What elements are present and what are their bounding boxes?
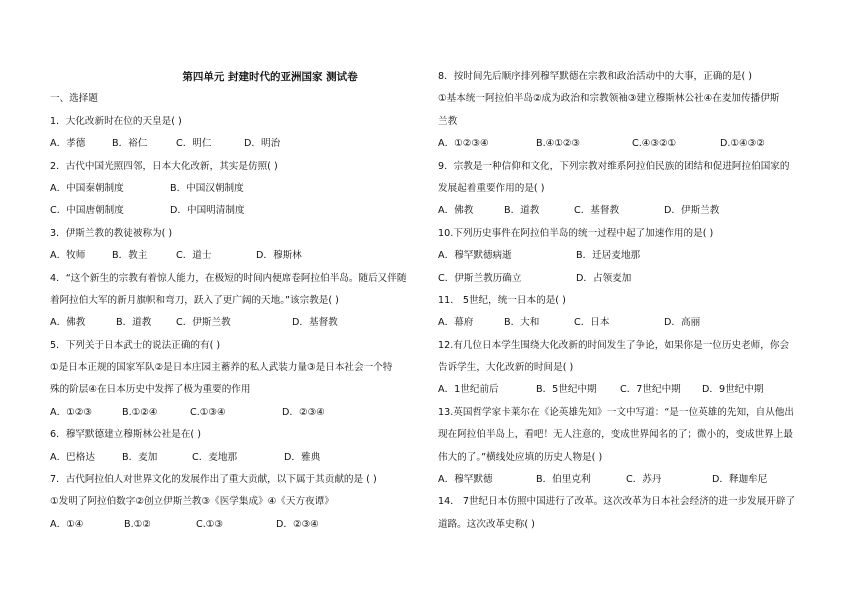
option-c: C．伊斯兰教历确立: [438, 272, 522, 284]
option-a: A．1世纪前后: [438, 384, 499, 396]
question-2-options-row2: [50, 200, 420, 222]
option-d: D.①④③②: [720, 138, 765, 150]
question-14-line-2: 道路。这次改革史称( ): [438, 518, 535, 530]
option-a: A．孝德: [50, 138, 86, 150]
question-8-options: [438, 133, 818, 155]
question-5: 5．下列关于日本武士的说法正确的有( ): [50, 339, 221, 351]
option-a: A．佛教: [50, 317, 86, 329]
question-11-options: [438, 312, 818, 334]
option-b: B．教主: [112, 250, 148, 262]
question-12-line-1: 12.有几位日本学生围绕大化改新的时间发生了争论，如果你是一位历史老师，你会: [438, 339, 790, 351]
option-a: A．巴格达: [50, 451, 95, 463]
question-9-options: [438, 200, 818, 222]
page-title: 第四单元 封建时代的亚洲国家 测试卷: [182, 71, 358, 83]
option-c: C．中国唐朝制度: [50, 205, 124, 217]
left-column: [50, 66, 420, 536]
option-b: B．道教: [504, 205, 540, 217]
question-7-options: [50, 514, 420, 536]
question-9-line-2: 发展起着重要作用的是( ): [438, 182, 545, 194]
option-d: D．释迦牟尼: [712, 474, 768, 486]
question-6: 6．穆罕默德建立穆斯林公社是在( ): [50, 429, 201, 441]
option-c: C．7世纪中期: [620, 384, 681, 396]
option-d: D．伊斯兰教: [664, 205, 720, 217]
option-d: D．占领麦加: [576, 272, 632, 284]
option-b: B.①②: [124, 518, 151, 530]
option-c: C．麦地那: [192, 451, 238, 463]
option-d: D．明治: [244, 138, 281, 150]
question-13-line-2: 现在阿拉伯半岛上，看吧！无人注意的，变成世界闻名的了；微小的，变成世界上最: [438, 429, 793, 441]
question-4-line-2: 着阿拉伯大军的新月旗帜和弯刀，跃入了更广阔的天地。”该宗教是( ): [50, 294, 339, 306]
question-8-statements-2: 兰教: [438, 115, 458, 127]
question-11: 11． 5世纪，统一日本的是( ): [438, 294, 566, 306]
option-d: D．②③④: [276, 518, 319, 530]
option-a: A．穆罕默德: [438, 474, 493, 486]
option-b: B．中国汉朝制度: [170, 182, 244, 194]
option-c: C．基督教: [574, 205, 620, 217]
option-b: B．伯里克利: [536, 474, 591, 486]
question-4-line-1: 4．“这个新生的宗教有着惊人能力，在极短的时间内便席卷阿拉伯半岛。随后又伴随: [50, 272, 407, 284]
question-8: 8．按时间先后顺序排列穆罕默德在宗教和政治活动中的大事，正确的是( ): [438, 71, 753, 82]
question-12-options: [438, 379, 818, 401]
question-3-options: [50, 245, 420, 267]
option-d: D．穆斯林: [256, 250, 302, 262]
question-3: 3．伊斯兰教的教徒被称为( ): [50, 227, 173, 239]
option-c: C．日本: [574, 317, 610, 329]
option-c: C.④③②①: [632, 138, 677, 150]
option-b: B.④①②③: [536, 138, 581, 150]
option-b: B．大和: [504, 317, 540, 329]
right-column: [438, 66, 818, 536]
question-13-options: [438, 469, 818, 491]
option-a: A．①②③: [50, 406, 92, 418]
option-a: A．牧师: [50, 250, 86, 262]
option-c: C．苏丹: [626, 474, 662, 486]
question-14-line-1: 14． 7世纪日本仿照中国进行了改革。这次改革为日本社会经济的进一步发展开辟了: [438, 496, 796, 508]
option-a: A．①②③④: [438, 138, 489, 150]
question-8-statements-1: ①基本统一阿拉伯半岛②成为政治和宗教领袖③建立穆斯林公社④在麦加传播伊斯: [438, 93, 780, 105]
option-c: C．道士: [176, 250, 212, 262]
option-c: C.①③: [196, 518, 223, 530]
option-b: B.①②④: [122, 406, 158, 418]
option-d: D．雅典: [284, 451, 321, 463]
question-7: 7．古代阿拉伯人对世界文化的发展作出了重大贡献，以下属于其贡献的是 ( ): [50, 474, 377, 486]
question-2: 2．古代中国光照四邻，日本大化改新，其实是仿照( ): [50, 160, 278, 172]
question-5-statements-2: 殊的阶层④在日本历史中发挥了极为重要的作用: [50, 384, 251, 396]
option-b: B．迁居麦地那: [576, 250, 641, 262]
question-1-options: [50, 133, 420, 155]
option-b: B．裕仁: [112, 138, 148, 150]
option-c: C.①③④: [190, 406, 226, 418]
question-9-line-1: 9．宗教是一种信仰和文化，下列宗教对维系阿拉伯民族的团结和促进阿拉伯国家的: [438, 160, 790, 172]
question-1: 1．大化改新时在位的天皇是( ): [50, 115, 182, 127]
option-b: B．麦加: [122, 451, 158, 463]
question-7-statements: ①发明了阿拉伯数字②创立伊斯兰教③《医学集成》④《天方夜谭》: [50, 496, 334, 508]
option-d: D．高丽: [664, 317, 701, 329]
question-10-options-row2: [438, 268, 818, 290]
question-13-line-3: 伟大的了。”横线处应填的历史人物是( ): [438, 451, 603, 463]
option-a: A．①④: [50, 518, 84, 530]
question-13-line-1: 13.英国哲学家卡莱尔在《论英雄先知》一文中写道：“是一位英雄的先知，自从他出: [438, 406, 795, 418]
question-5-options: [50, 402, 420, 424]
option-c: C．明仁: [176, 138, 212, 150]
option-d: D．9世纪中期: [702, 384, 764, 396]
option-a: A．佛教: [438, 205, 474, 217]
option-a: A．中国秦朝制度: [50, 182, 124, 194]
question-6-options: [50, 447, 420, 469]
question-2-options-row1: [50, 178, 420, 200]
question-10-options-row1: [438, 245, 818, 267]
question-12-line-2: 告诉学生，大化改新的时间是( ): [438, 362, 574, 374]
option-c: C．伊斯兰教: [176, 317, 231, 329]
option-d: D．基督教: [292, 317, 338, 329]
option-b: B．道教: [116, 317, 152, 329]
option-b: B．5世纪中期: [536, 384, 597, 396]
option-a: A．幕府: [438, 317, 474, 329]
question-5-statements-1: ①是日本正规的国家军队②是日本庄园主蓄养的私人武装力量③是日本社会一个特: [50, 362, 393, 374]
section-heading: 一、选择题: [50, 93, 98, 105]
option-d: D．②③④: [282, 406, 325, 418]
question-4-options: [50, 312, 420, 334]
question-10: 10.下列历史事件在阿拉伯半岛的统一过程中起了加速作用的是( ): [438, 227, 714, 239]
option-d: D．中国明清制度: [170, 205, 245, 217]
option-a: A．穆罕默德病逝: [438, 250, 512, 262]
